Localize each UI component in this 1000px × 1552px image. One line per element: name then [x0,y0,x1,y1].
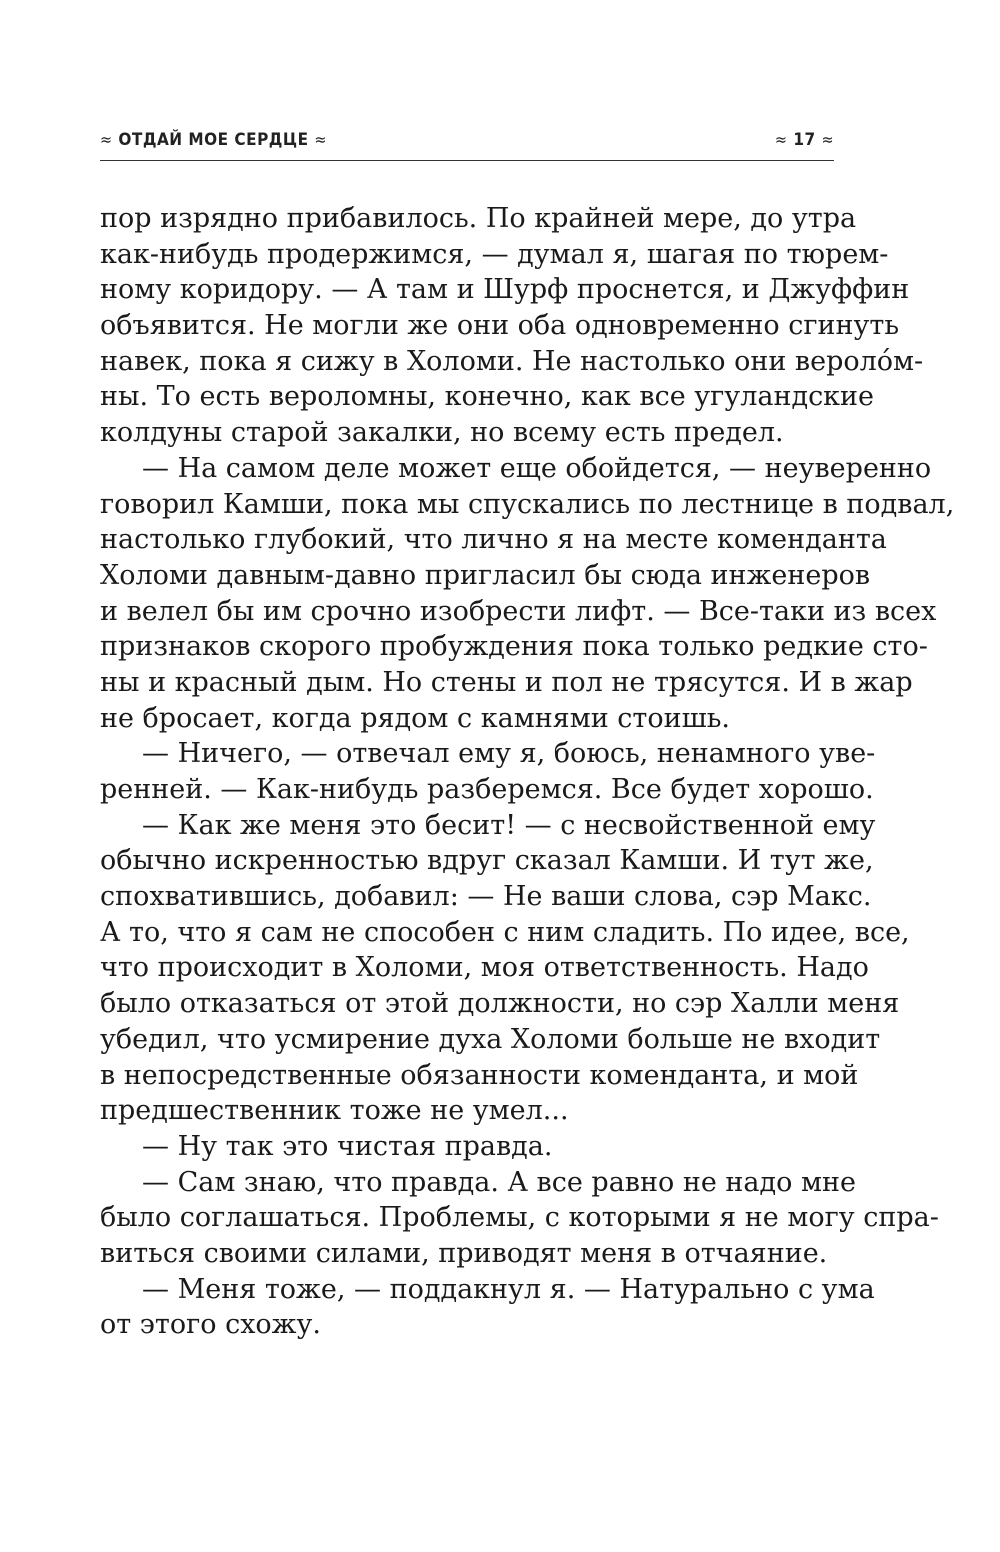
text-line: ренней. — Как-нибудь разберемся. Все будет хорошо. [100,774,874,805]
text-line: было соглашаться. Проблемы, с которыми я не могу спра- [100,1202,939,1234]
page-number-header [775,130,834,150]
text-line: обычно искренностью вдруг сказал Камши. И тут же, [100,845,874,877]
text-line: колдуны старой закалки, но всему есть предел. [100,417,784,449]
text-line: пор изрядно прибавилось. По крайней мере, до утра [100,203,857,234]
text-line: — Сам знаю, что правда. А все равно не надо мне [142,1166,856,1198]
text-line: говорил Камши, пока мы спускались по лестнице в подвал, [100,488,955,520]
text-line: виться своими силами, приводят меня в отчаяние. [100,1237,828,1269]
text-line: — Ничего, — отвечал ему я, боюсь, ненамного уве- [142,738,876,770]
book-title-header [100,130,327,150]
text-line: — Меня тоже, — поддакнул я. — Натурально с ума [142,1273,875,1305]
text-line: — На самом деле может еще обойдется, — неуверенно [142,452,932,484]
text-line: как-нибудь продержимся, — думал я, шагая по тюрем- [100,238,889,270]
text-line: настолько глубокий, что лично я на месте коменданта [100,524,887,556]
text-line: — Ну так это чистая правда. [142,1130,553,1162]
ornament-right-icon: ≈ [821,130,834,149]
text-line: что происходит в Холоми, моя ответственность. Надо [100,952,869,984]
ornament-right-icon: ≈ [314,130,327,149]
text-line: от этого схожу. [100,1309,321,1341]
ornament-left-icon: ≈ [100,130,113,149]
text-line: навек, пока я сижу в Холоми. Не настолько они вероло́м- [100,345,924,377]
text-line: убедил, что усмирение духа Холоми больше не входит [100,1023,881,1055]
text-line: было отказаться от этой должности, но сэр Халли меня [100,988,900,1020]
body-text [100,201,955,1343]
text-line: А то, что я сам не способен с ним сладить. По идее, все, [100,916,910,948]
text-line: ному коридору. — А там и Шурф проснется, и Джуффин [100,274,910,306]
ornament-left-icon: ≈ [774,130,788,149]
running-header [100,130,834,154]
text-line: объявится. Не могли же они оба одновременно сгинуть [100,310,900,342]
page-number: 17 [793,130,816,150]
text-line: Холоми давным-давно пригласил бы сюда инженеров [100,559,871,591]
text-line: в непосредственные обязанности коменданта, и мой [100,1059,859,1091]
text-line: не бросает, когда рядом с камнями стоишь. [100,702,730,734]
header-rule [100,160,834,161]
text-line: ны и красный дым. Но стены и пол не трясутся. И в жар [100,666,913,698]
text-line: — Как же меня это бесит! — с несвойственной ему [142,809,876,841]
text-line: спохватившись, добавил: — Не ваши слова, сэр Макс. [100,881,872,913]
text-line: ны. То есть вероломны, конечно, как все угуландские [100,381,875,413]
text-line: предшественник тоже не умел... [100,1095,569,1127]
text-line: и велел бы им срочно изобрести лифт. — Все-таки из всех [100,595,937,627]
book-title: ОТДАЙ МОЕ СЕРДЦЕ [118,130,309,150]
text-line: признаков скорого пробуждения пока только редкие сто- [100,631,928,663]
